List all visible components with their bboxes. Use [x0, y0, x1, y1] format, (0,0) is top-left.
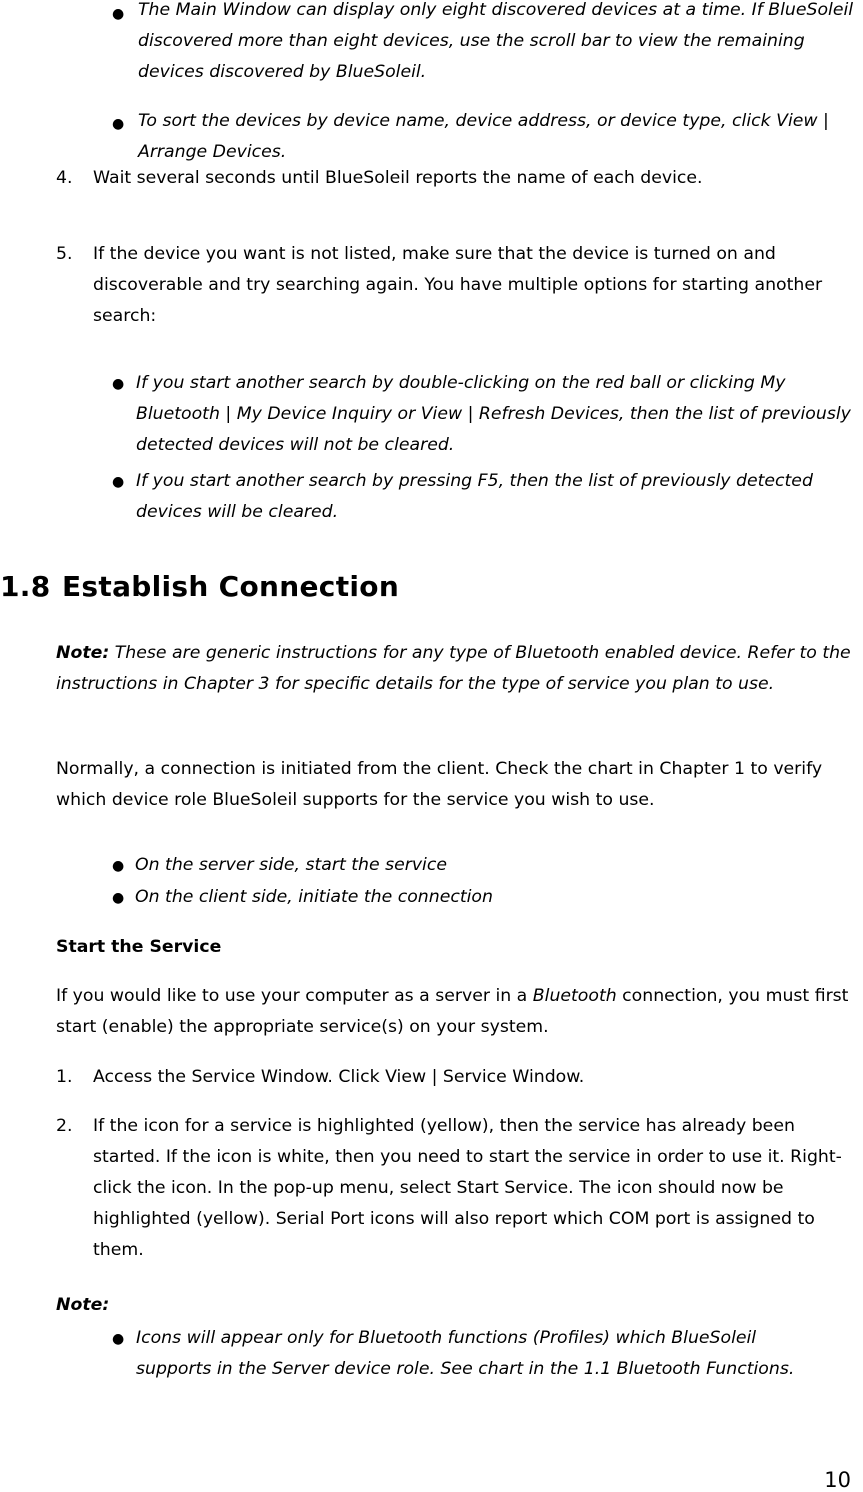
- note-paragraph: [56, 638, 862, 700]
- intro-paragraph: Normally, a connection is initiated from the client. Check the chart in Chapter 1 to verify which device role BlueSoleil supports for the service you wish to use.: [56, 759, 823, 810]
- section-title: Establish Connection: [62, 570, 400, 603]
- section-number: 1.8: [0, 570, 51, 603]
- page-number: 10: [824, 1468, 851, 1492]
- step-text: If the icon for a service is highlighted (yellow), then the service has already been started. If the icon is white, then you need to start the service in order to use it. Right-click the icon. In the pop-up menu, select Start Service. The icon should now be highlighted (yellow). Serial Port icons will also report which COM port is assigned to them.: [93, 1116, 842, 1260]
- service-text-post: connection, you must first start (enable) the appropriate service(s) on your system.: [56, 986, 849, 1037]
- bullet-dot: ●: [112, 116, 125, 132]
- step-number: 4.: [56, 168, 73, 188]
- note-text: These are generic instructions for any type of Bluetooth enabled device. Refer to the instructions in Chapter 3 for specific details for the type of service you plan to use.: [56, 643, 851, 694]
- bullet-dot: ●: [112, 474, 125, 490]
- step-text: If the device you want is not listed, make sure that the device is turned on and discoverable and try searching again. You have multiple options for starting another search:: [93, 244, 823, 326]
- bullet-item: Icons will appear only for Bluetooth functions (Profiles) which BlueSoleil supports in the Server device role. See chart in the 1.1 Bluetooth Functions.: [136, 1328, 795, 1379]
- bullet-item: To sort the devices by device name, device address, or device type, click View | Arrange Devices.: [138, 111, 829, 162]
- note-label: Note:: [56, 643, 110, 663]
- bullet-item: On the client side, initiate the connection: [135, 887, 493, 907]
- note-label: Note:: [56, 1295, 110, 1315]
- bullet-dot: ●: [112, 890, 125, 906]
- bullet-item: The Main Window can display only eight discovered devices at a time. If BlueSoleil discovered more than eight devices, use the scroll bar to view the remaining devices discovered by BlueSoleil.: [138, 0, 854, 82]
- bullet-dot: ●: [112, 376, 125, 392]
- subheading: Start the Service: [56, 937, 222, 957]
- service-paragraph: [56, 981, 862, 1043]
- bullet-item: If you start another search by pressing F5, then the list of previously detected devices will be cleared.: [136, 471, 813, 522]
- step-number: 1.: [56, 1067, 73, 1087]
- bullet-dot: ●: [112, 858, 125, 874]
- step-text: Wait several seconds until BlueSoleil reports the name of each device.: [93, 168, 703, 188]
- step-number: 2.: [56, 1116, 73, 1136]
- bullet-item: If you start another search by double-clicking on the red ball or clicking My Bluetooth | My Device Inquiry or View | Refresh Devices, then the list of previously detected devices will not be cleared.: [136, 373, 851, 455]
- bullet-item: On the server side, start the service: [135, 855, 447, 875]
- bullet-dot: ●: [112, 6, 125, 22]
- bullet-dot: ●: [112, 1331, 125, 1347]
- service-text-pre: If you would like to use your computer as a server in a: [56, 986, 533, 1006]
- service-text-em: Bluetooth: [532, 986, 617, 1006]
- step-text: Access the Service Window. Click View | Service Window.: [93, 1067, 585, 1087]
- step-number: 5.: [56, 244, 73, 264]
